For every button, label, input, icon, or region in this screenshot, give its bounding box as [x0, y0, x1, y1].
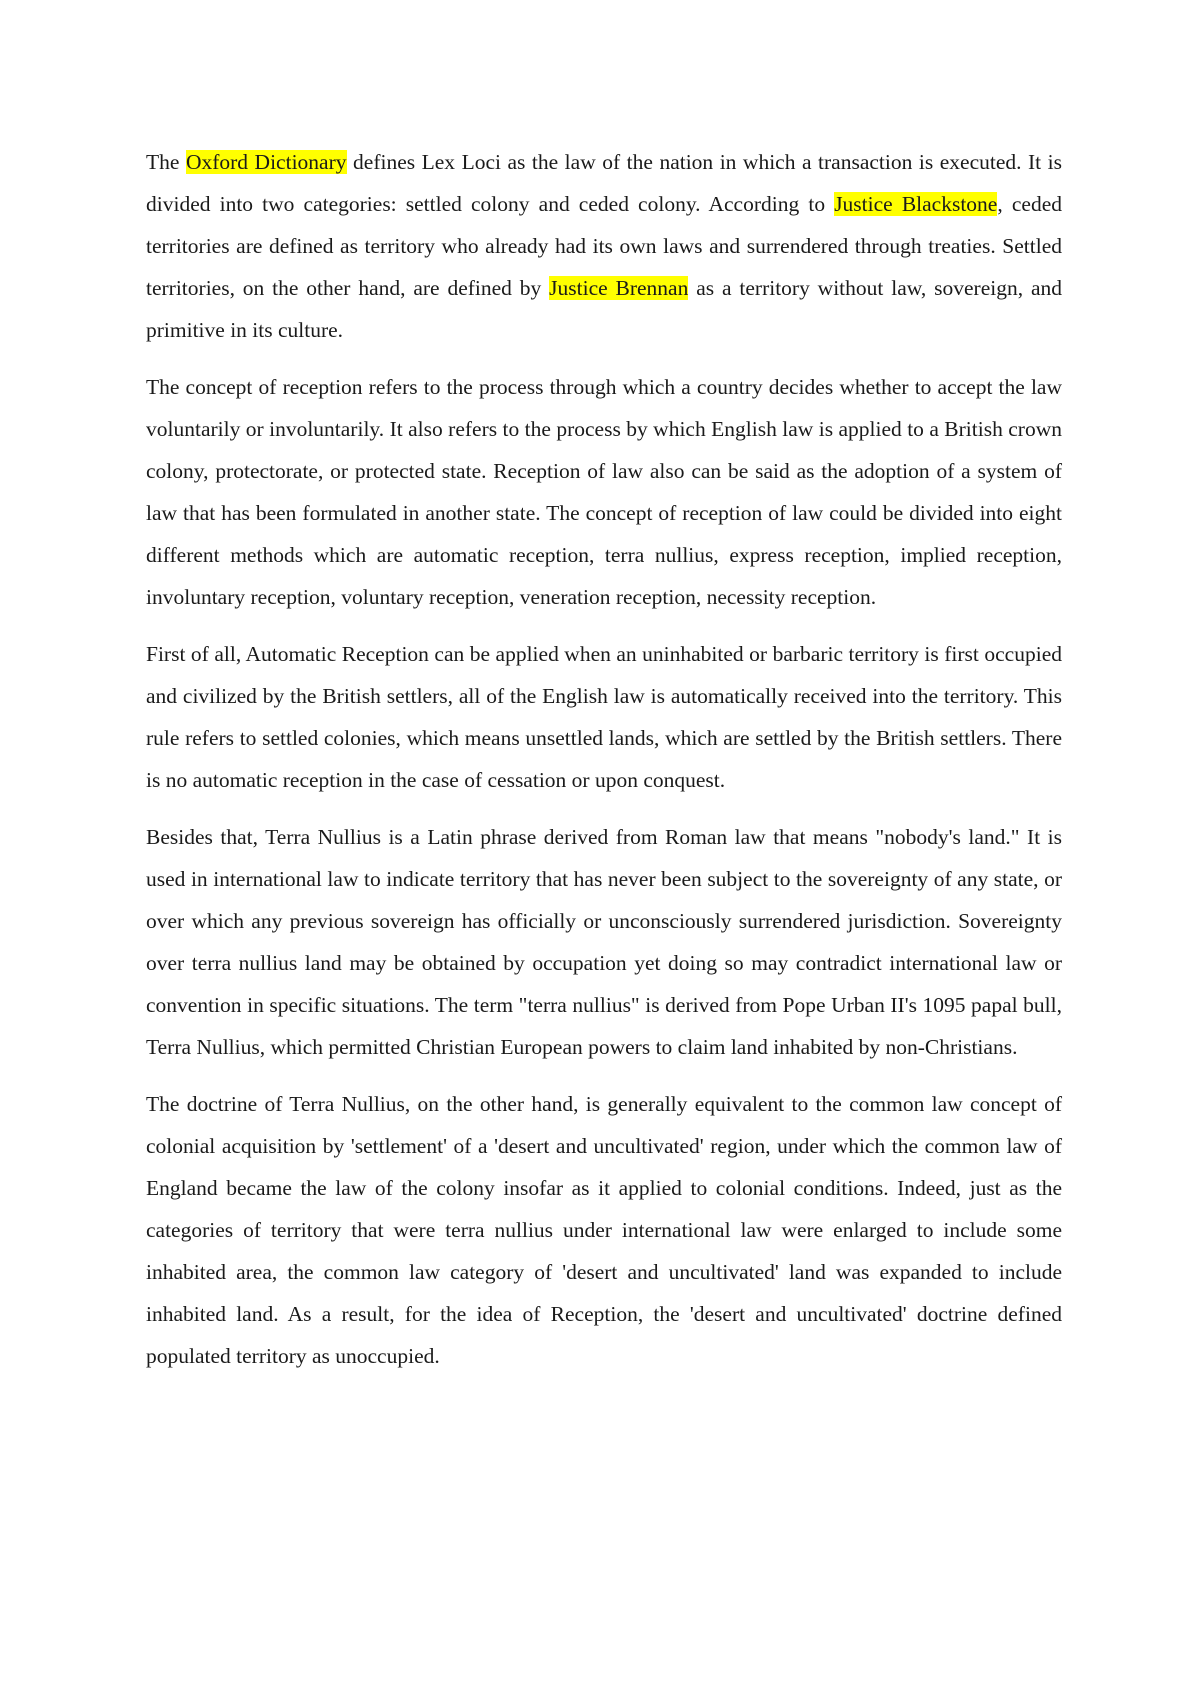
paragraph-text: First of all, Automatic Reception can be applied when an uninhabited or barbaric territory is first occupied and civilized by the British settlers, all of the English law is automatically received into the territory. This rule refers to settled colonies, which means unsettled lands, which are settled by the British settlers. There is no automatic reception in the case of cessation or upon conquest. — [146, 642, 1062, 792]
paragraph-text: , ceded territories are defined as territory who already had its own laws and surrendered through treaties. Settled territories, on the other hand, are defined by — [146, 192, 1062, 300]
paragraph-doctrine-of-terra-nullius — [146, 1083, 1062, 1377]
paragraph-text: The — [146, 150, 186, 174]
paragraph-automatic-reception — [146, 633, 1062, 801]
highlighted-term-justice-blackstone: Justice Blackstone — [834, 192, 998, 216]
paragraph-text: Besides that, Terra Nullius is a Latin phrase derived from Roman law that means "nobody's land." It is used in international law to indicate territory that has never been subject to the sovereignty of any state, or over which any previous sovereign has officially or unconsciously surrendered jurisdiction. Sovereignty over terra nullius land may be obtained by occupation yet doing so may contradict international law or convention in specific situations. The term "terra nullius" is derived from Pope Urban II's 1095 papal bull, Terra Nullius, which permitted Christian European powers to claim land inhabited by non-Christians. — [146, 825, 1062, 1059]
paragraph-text: The concept of reception refers to the process through which a country decides whether to accept the law voluntarily or involuntarily. It also refers to the process by which English law is applied to a British crown colony, protectorate, or protected state. Reception of law also can be said as the adoption of a system of law that has been formulated in another state. The concept of reception of law could be divided into eight different methods which are automatic reception, terra nullius, express reception, implied reception, involuntary reception, voluntary reception, veneration reception, necessity reception. — [146, 375, 1062, 609]
paragraph-lex-loci — [146, 141, 1062, 351]
highlighted-term-justice-brennan: Justice Brennan — [549, 276, 689, 300]
paragraph-text: defines Lex Loci as the law of the nation in which a transaction is executed. It is divided into two categories: settled colony and ceded colony. According to — [146, 150, 1063, 216]
paragraph-text: The doctrine of Terra Nullius, on the other hand, is generally equivalent to the common law concept of colonial acquisition by 'settlement' of a 'desert and uncultivated' region, under which the common law of England became the law of the colony insofar as it applied to colonial conditions. Indeed, just as the categories of territory that were terra nullius under international law were enlarged to include some inhabited area, the common law category of 'desert and uncultivated' land was expanded to include inhabited land. As a result, for the idea of Reception, the 'desert and uncultivated' doctrine defined populated territory as unoccupied. — [146, 1092, 1062, 1368]
paragraph-concept-of-reception — [146, 366, 1062, 618]
document-body — [146, 141, 1062, 1392]
paragraph-terra-nullius — [146, 816, 1062, 1068]
paragraph-text: as a territory without law, sovereign, and primitive in its culture. — [146, 276, 1062, 342]
highlighted-term-oxford-dictionary: Oxford Dictionary — [185, 150, 347, 174]
